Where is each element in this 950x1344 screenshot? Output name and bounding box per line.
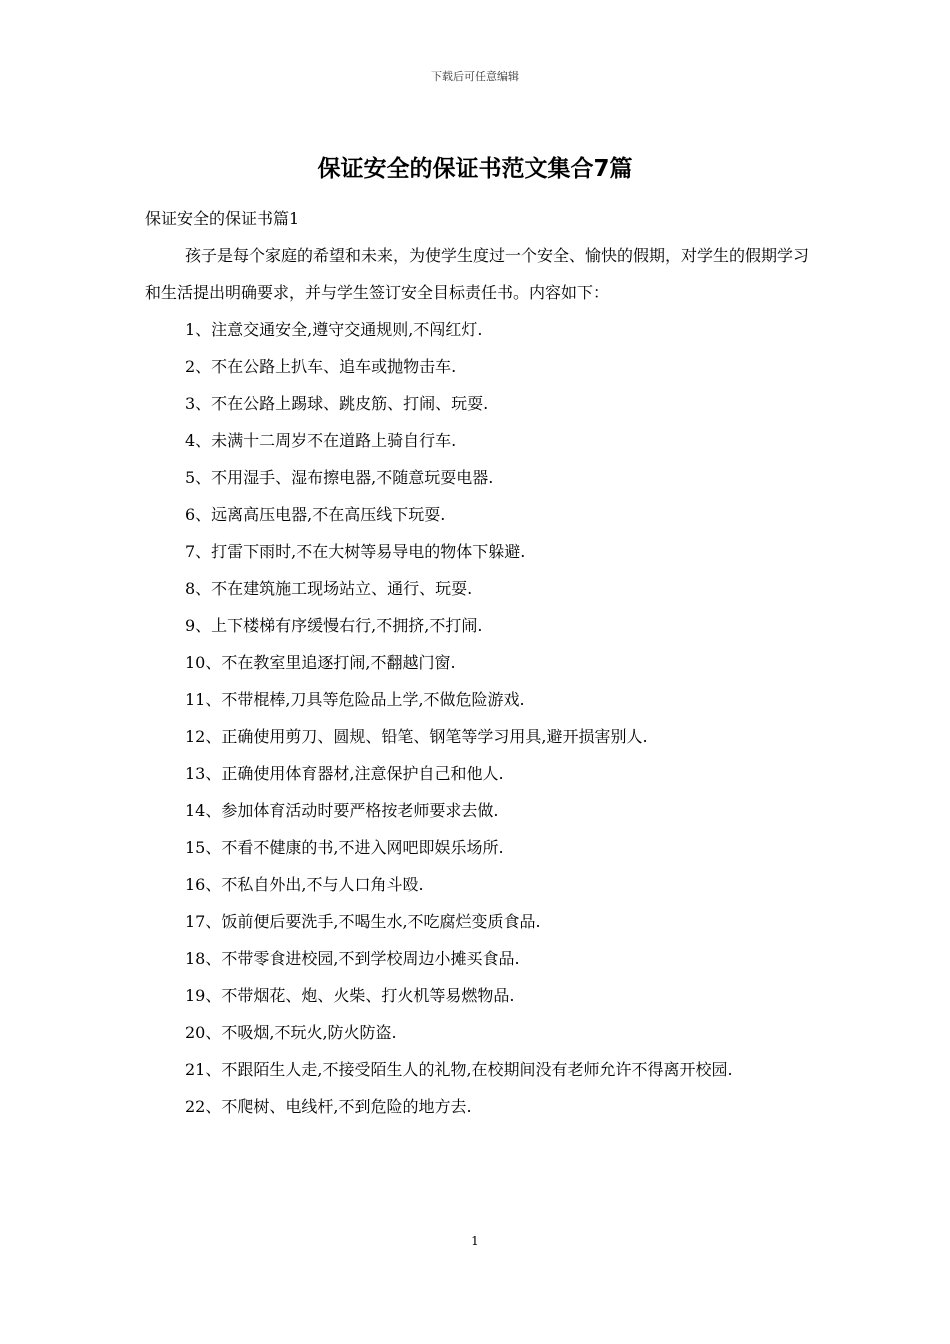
intro-paragraph: 孩子是每个家庭的希望和未来，为使学生度过一个安全、愉快的假期，对学生的假期学习和生活提出明确要求，并与学生签订安全目标责任书。内容如下： [145,246,810,302]
header-note: 下载后可任意编辑 [431,70,519,83]
list-item: 13、正确使用体育器材,注意保护自己和他人. [185,764,504,783]
list-item: 10、不在教室里追逐打闹,不翻越门窗. [185,653,456,672]
list-item: 3、不在公路上踢球、跳皮筋、打闹、玩耍. [185,394,489,413]
section-title: 保证安全的保证书篇1 [145,209,300,228]
list-item: 12、正确使用剪刀、圆规、铅笔、钢笔等学习用具,避开损害别人. [185,727,648,746]
list-item: 9、上下楼梯有序缓慢右行,不拥挤,不打闹. [185,616,483,635]
list-item: 2、不在公路上扒车、追车或抛物击车. [185,357,457,376]
list-item: 6、远离高压电器,不在高压线下玩耍. [185,505,446,524]
list-item: 18、不带零食进校园,不到学校周边小摊买食品. [185,949,520,968]
list-item: 4、未满十二周岁不在道路上骑自行车. [185,431,457,450]
list-item: 11、不带棍棒,刀具等危险品上学,不做危险游戏. [185,690,525,709]
document-body [145,200,813,1125]
list-item: 7、打雷下雨时,不在大树等易导电的物体下躲避. [185,542,526,561]
list-item: 21、不跟陌生人走,不接受陌生人的礼物,在校期间没有老师允许不得离开校园. [185,1060,733,1079]
document-title: 保证安全的保证书范文集合7篇 [317,156,633,182]
list-item: 15、不看不健康的书,不进入网吧即娱乐场所. [185,838,504,857]
list-item: 17、饭前便后要洗手,不喝生水,不吃腐烂变质食品. [185,912,541,931]
list-item: 1、注意交通安全,遵守交通规则,不闯红灯. [185,320,483,339]
list-item: 8、不在建筑施工现场站立、通行、玩耍. [185,579,473,598]
list-item: 22、不爬树、电线杆,不到危险的地方去. [185,1097,472,1116]
list-item: 16、不私自外出,不与人口角斗殴. [185,875,424,894]
list-item: 20、不吸烟,不玩火,防火防盗. [185,1023,397,1042]
list-item: 5、不用湿手、湿布擦电器,不随意玩耍电器. [185,468,494,487]
list-item: 14、参加体育活动时要严格按老师要求去做. [185,801,499,820]
page-number: 1 [471,1234,479,1248]
list-item: 19、不带烟花、炮、火柴、打火机等易燃物品. [185,986,515,1005]
